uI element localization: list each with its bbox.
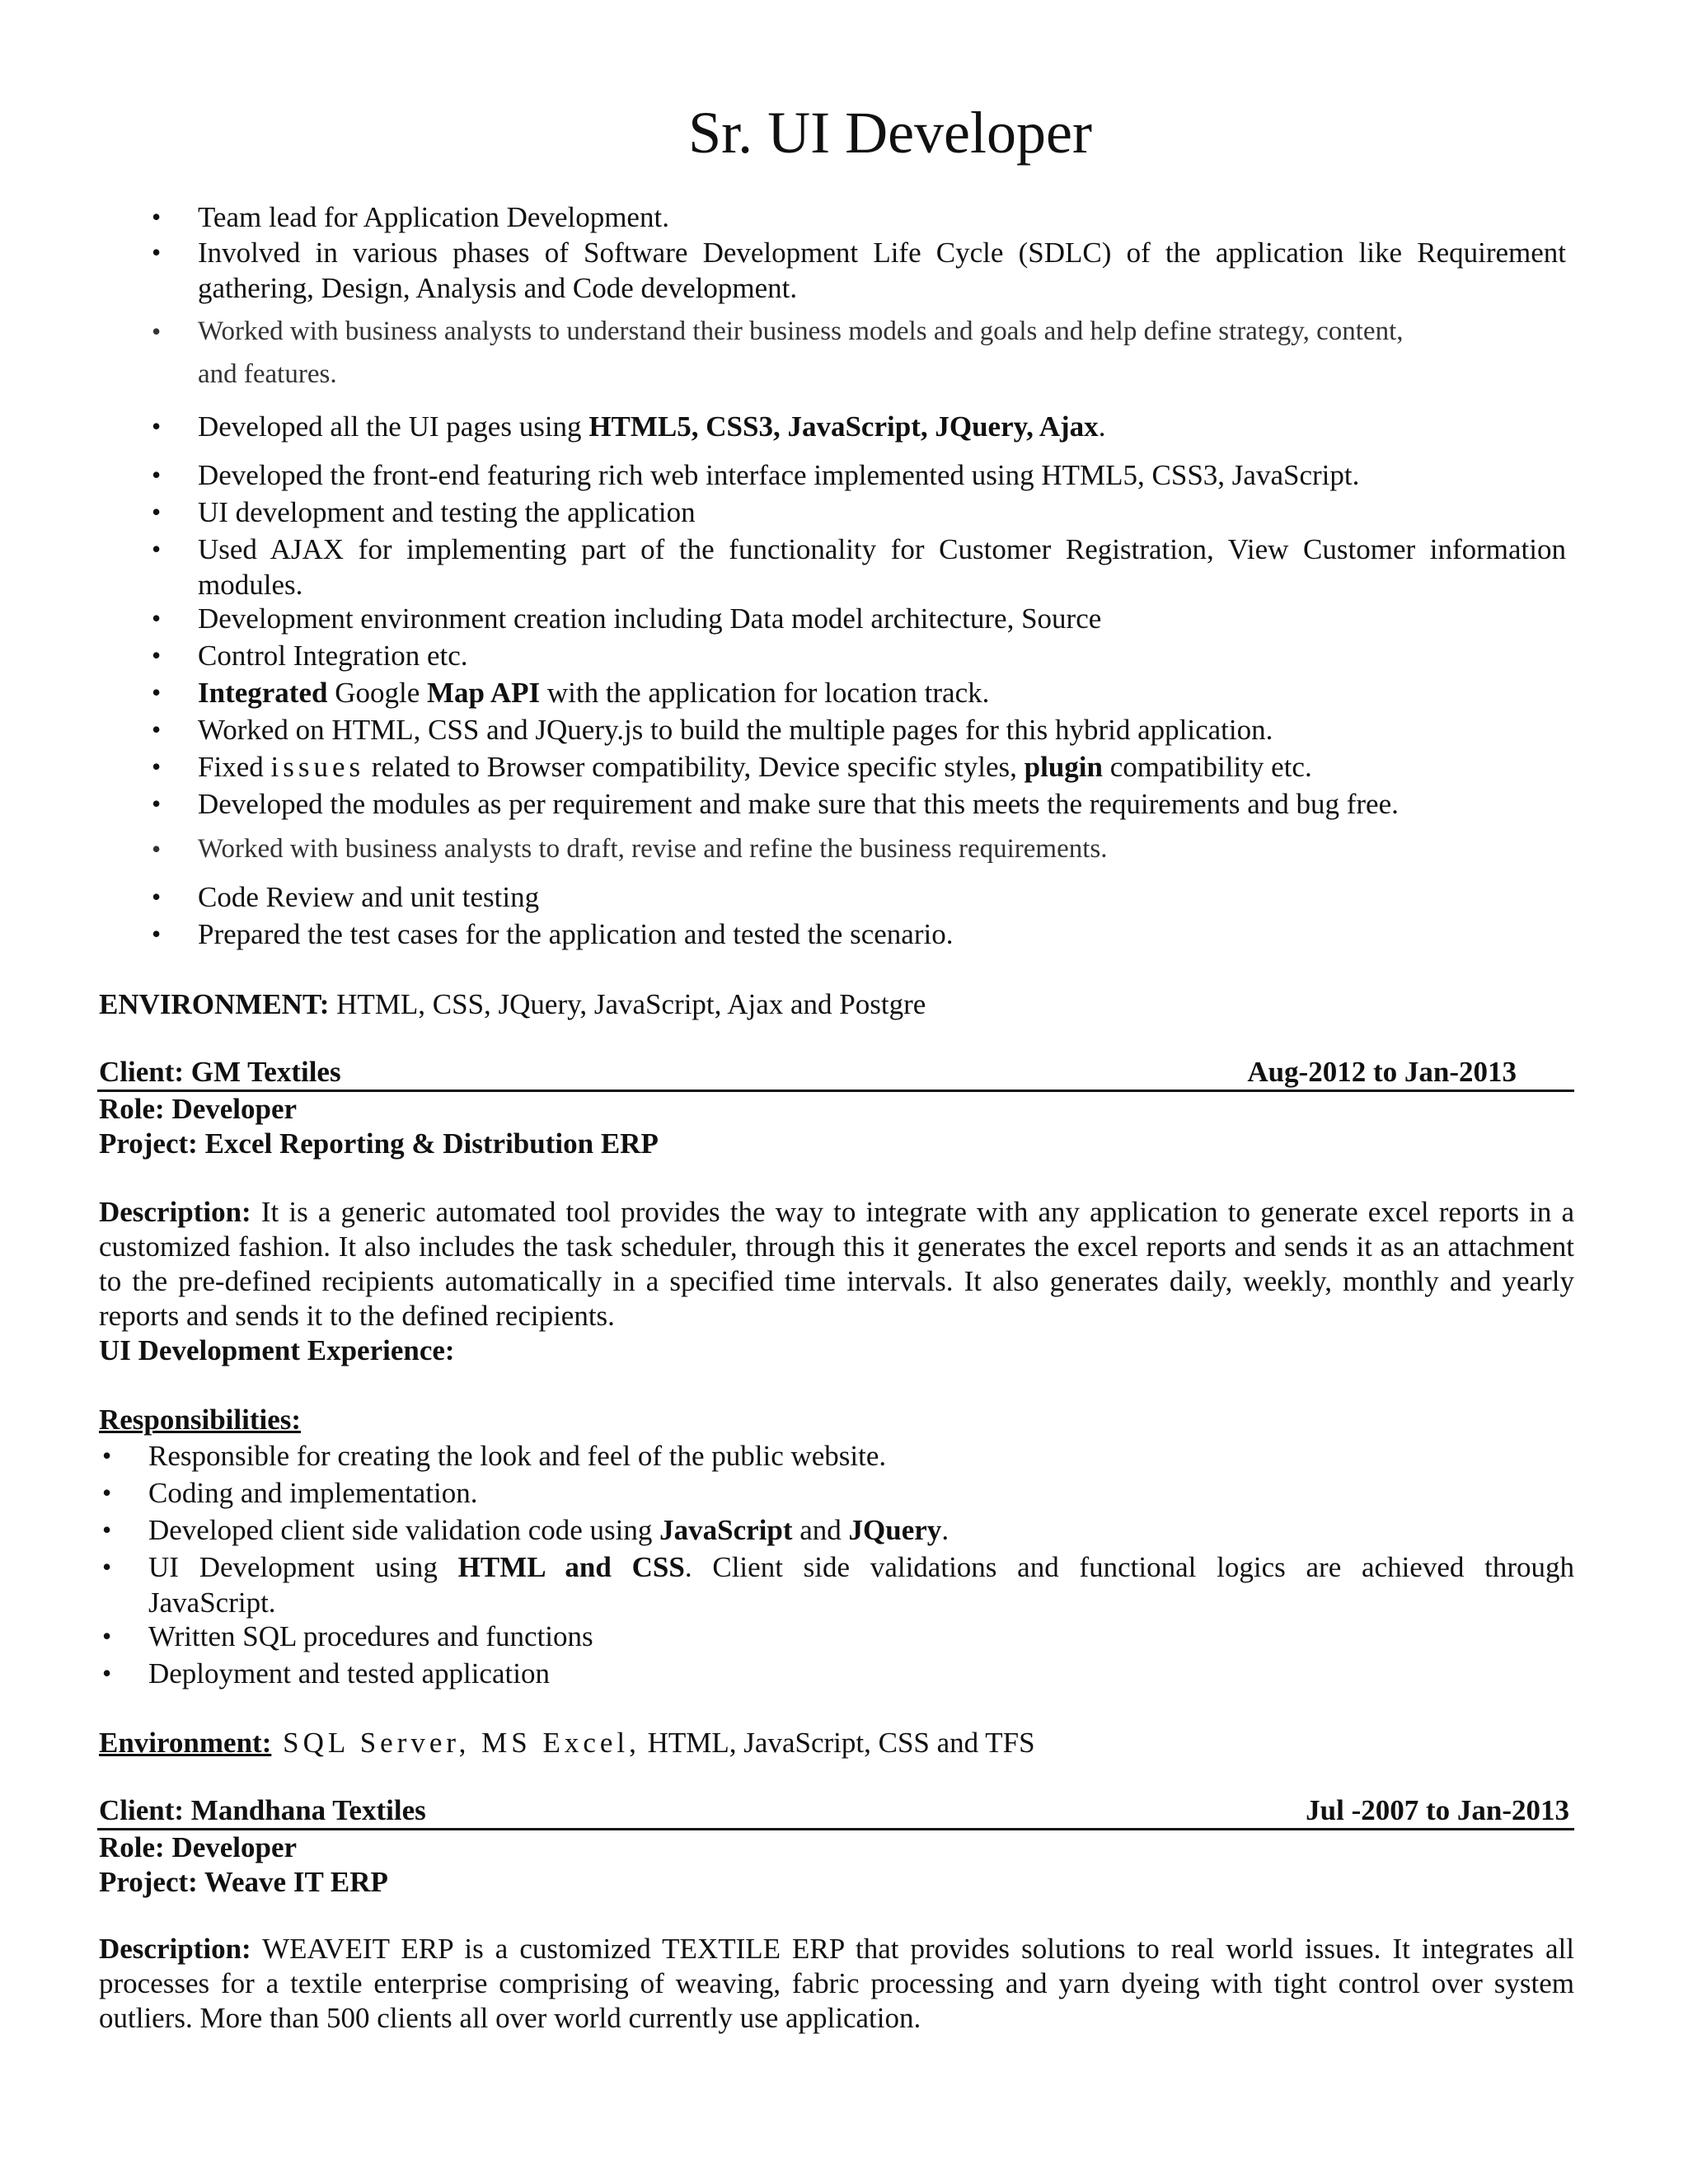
- list-item: • Integrated Google Map API with the application for location track.: [152, 677, 990, 709]
- bullet-icon: •: [102, 1658, 112, 1688]
- list-item: • Worked on HTML, CSS and JQuery.js to build the multiple pages for this hybrid application.: [152, 714, 1273, 746]
- bullet-icon: •: [152, 677, 162, 707]
- bullet-icon: •: [152, 715, 162, 744]
- list-item: • Developed the front-end featuring rich web interface implemented using HTML5, CSS3, JavaScript.: [152, 459, 1360, 491]
- bullet-icon: •: [152, 237, 162, 267]
- job-header-gm-textiles: Client: GM Textiles Aug-2012 to Jan-2013: [97, 1055, 1574, 1092]
- page-title: Sr. UI Developer: [688, 100, 1092, 166]
- bullet-icon: •: [152, 882, 162, 912]
- list-item: • UI development and testing the application: [152, 496, 696, 528]
- bullet-icon: •: [152, 316, 162, 346]
- bullet-icon: •: [102, 1478, 112, 1507]
- job-header-mandhana-textiles: Client: Mandhana Textiles Jul -2007 to Jan-2013: [97, 1793, 1574, 1830]
- list-item: • Team lead for Application Development.: [152, 201, 669, 233]
- description-paragraph: Description: It is a generic automated tool provides the way to integrate with any application to generate excel reports in a customized fashion. It also includes the task scheduler, through this it generates the excel reports and sends it as an attachment to the pre-defined recipients automatically in a specified time intervals. It also generates daily, weekly, monthly and yearly reports and sends it to the defined recipients.: [99, 1196, 1574, 1332]
- bullet-icon: •: [152, 834, 162, 864]
- list-item: • Control Integration etc.: [152, 640, 468, 672]
- bullet-icon: •: [152, 603, 162, 633]
- bullet-icon: •: [152, 497, 162, 527]
- list-item: • Worked with business analysts to draft, revise and refine the business requirements.: [198, 827, 1566, 870]
- list-item: • Developed all the UI pages using HTML5, CSS3, JavaScript, JQuery, Ajax.: [152, 410, 1106, 443]
- list-item: • Fixed issues related to Browser compatibility, Device specific styles, plugin compatibility etc.: [152, 751, 1312, 783]
- bullet-icon: •: [152, 411, 162, 441]
- bullet-icon: •: [102, 1621, 112, 1651]
- environment-line: ENVIRONMENT: HTML, CSS, JQuery, JavaScript, Ajax and Postgre: [99, 988, 926, 1020]
- project-line: Project: Excel Reporting & Distribution ERP: [99, 1127, 659, 1160]
- role-line: Role: Developer: [99, 1831, 298, 1863]
- bullet-icon: •: [152, 460, 162, 490]
- description-paragraph: Description: WEAVEIT ERP is a customized TEXTILE ERP that provides solutions to real world issues. It integrates all processes for a textile enterprise comprising of weaving, fabric processing and yarn dyeing with tight control over system outliers. More than 500 clients all over world currently use application.: [99, 1933, 1574, 2034]
- bullet-icon: •: [102, 1441, 112, 1470]
- bullet-icon: •: [152, 752, 162, 781]
- list-item: • Developed the modules as per requirement and make sure that this meets the requirements and bug free.: [152, 788, 1399, 820]
- environment-line: Environment: SQL Server, MS Excel, HTML, JavaScript, CSS and TFS: [99, 1727, 1035, 1759]
- ui-experience-heading: UI Development Experience:: [99, 1334, 455, 1366]
- bullet-icon: •: [152, 534, 162, 564]
- project-line: Project: Weave IT ERP: [99, 1866, 388, 1898]
- bullet-icon: •: [102, 1515, 112, 1544]
- role-line: Role: Developer: [99, 1093, 298, 1125]
- bullet-icon: •: [102, 1552, 112, 1582]
- list-item: • Deployment and tested application: [102, 1657, 550, 1690]
- bullet-icon: •: [152, 919, 162, 949]
- list-item: • Code Review and unit testing: [152, 881, 540, 913]
- list-item: • Responsible for creating the look and feel of the public website.: [102, 1440, 887, 1472]
- bullet-icon: •: [152, 640, 162, 670]
- list-item: • Coding and implementation.: [102, 1477, 478, 1509]
- list-item: • UI Development using HTML and CSS. Client side validations and functional logics are achieved through JavaScript.: [102, 1551, 1575, 1619]
- list-item: • Involved in various phases of Software Development Life Cycle (SDLC) of the application like Requirement gathering, Design, Analysis and Code development.: [152, 237, 1566, 304]
- bullet-icon: •: [152, 202, 162, 232]
- list-item: • Worked with business analysts to understand their business models and goals and help define strategy, content, and features.: [198, 310, 1566, 396]
- list-item: • Developed client side validation code using JavaScript and JQuery.: [102, 1514, 950, 1546]
- list-item: • Used AJAX for implementing part of the functionality for Customer Registration, View Customer information modules.: [152, 533, 1566, 601]
- list-item: • Development environment creation including Data model architecture, Source: [152, 602, 1102, 635]
- responsibilities-heading: Responsibilities:: [99, 1404, 302, 1436]
- list-item: • Prepared the test cases for the application and tested the scenario.: [152, 918, 954, 950]
- list-item: • Written SQL procedures and functions: [102, 1620, 593, 1652]
- bullet-icon: •: [152, 789, 162, 818]
